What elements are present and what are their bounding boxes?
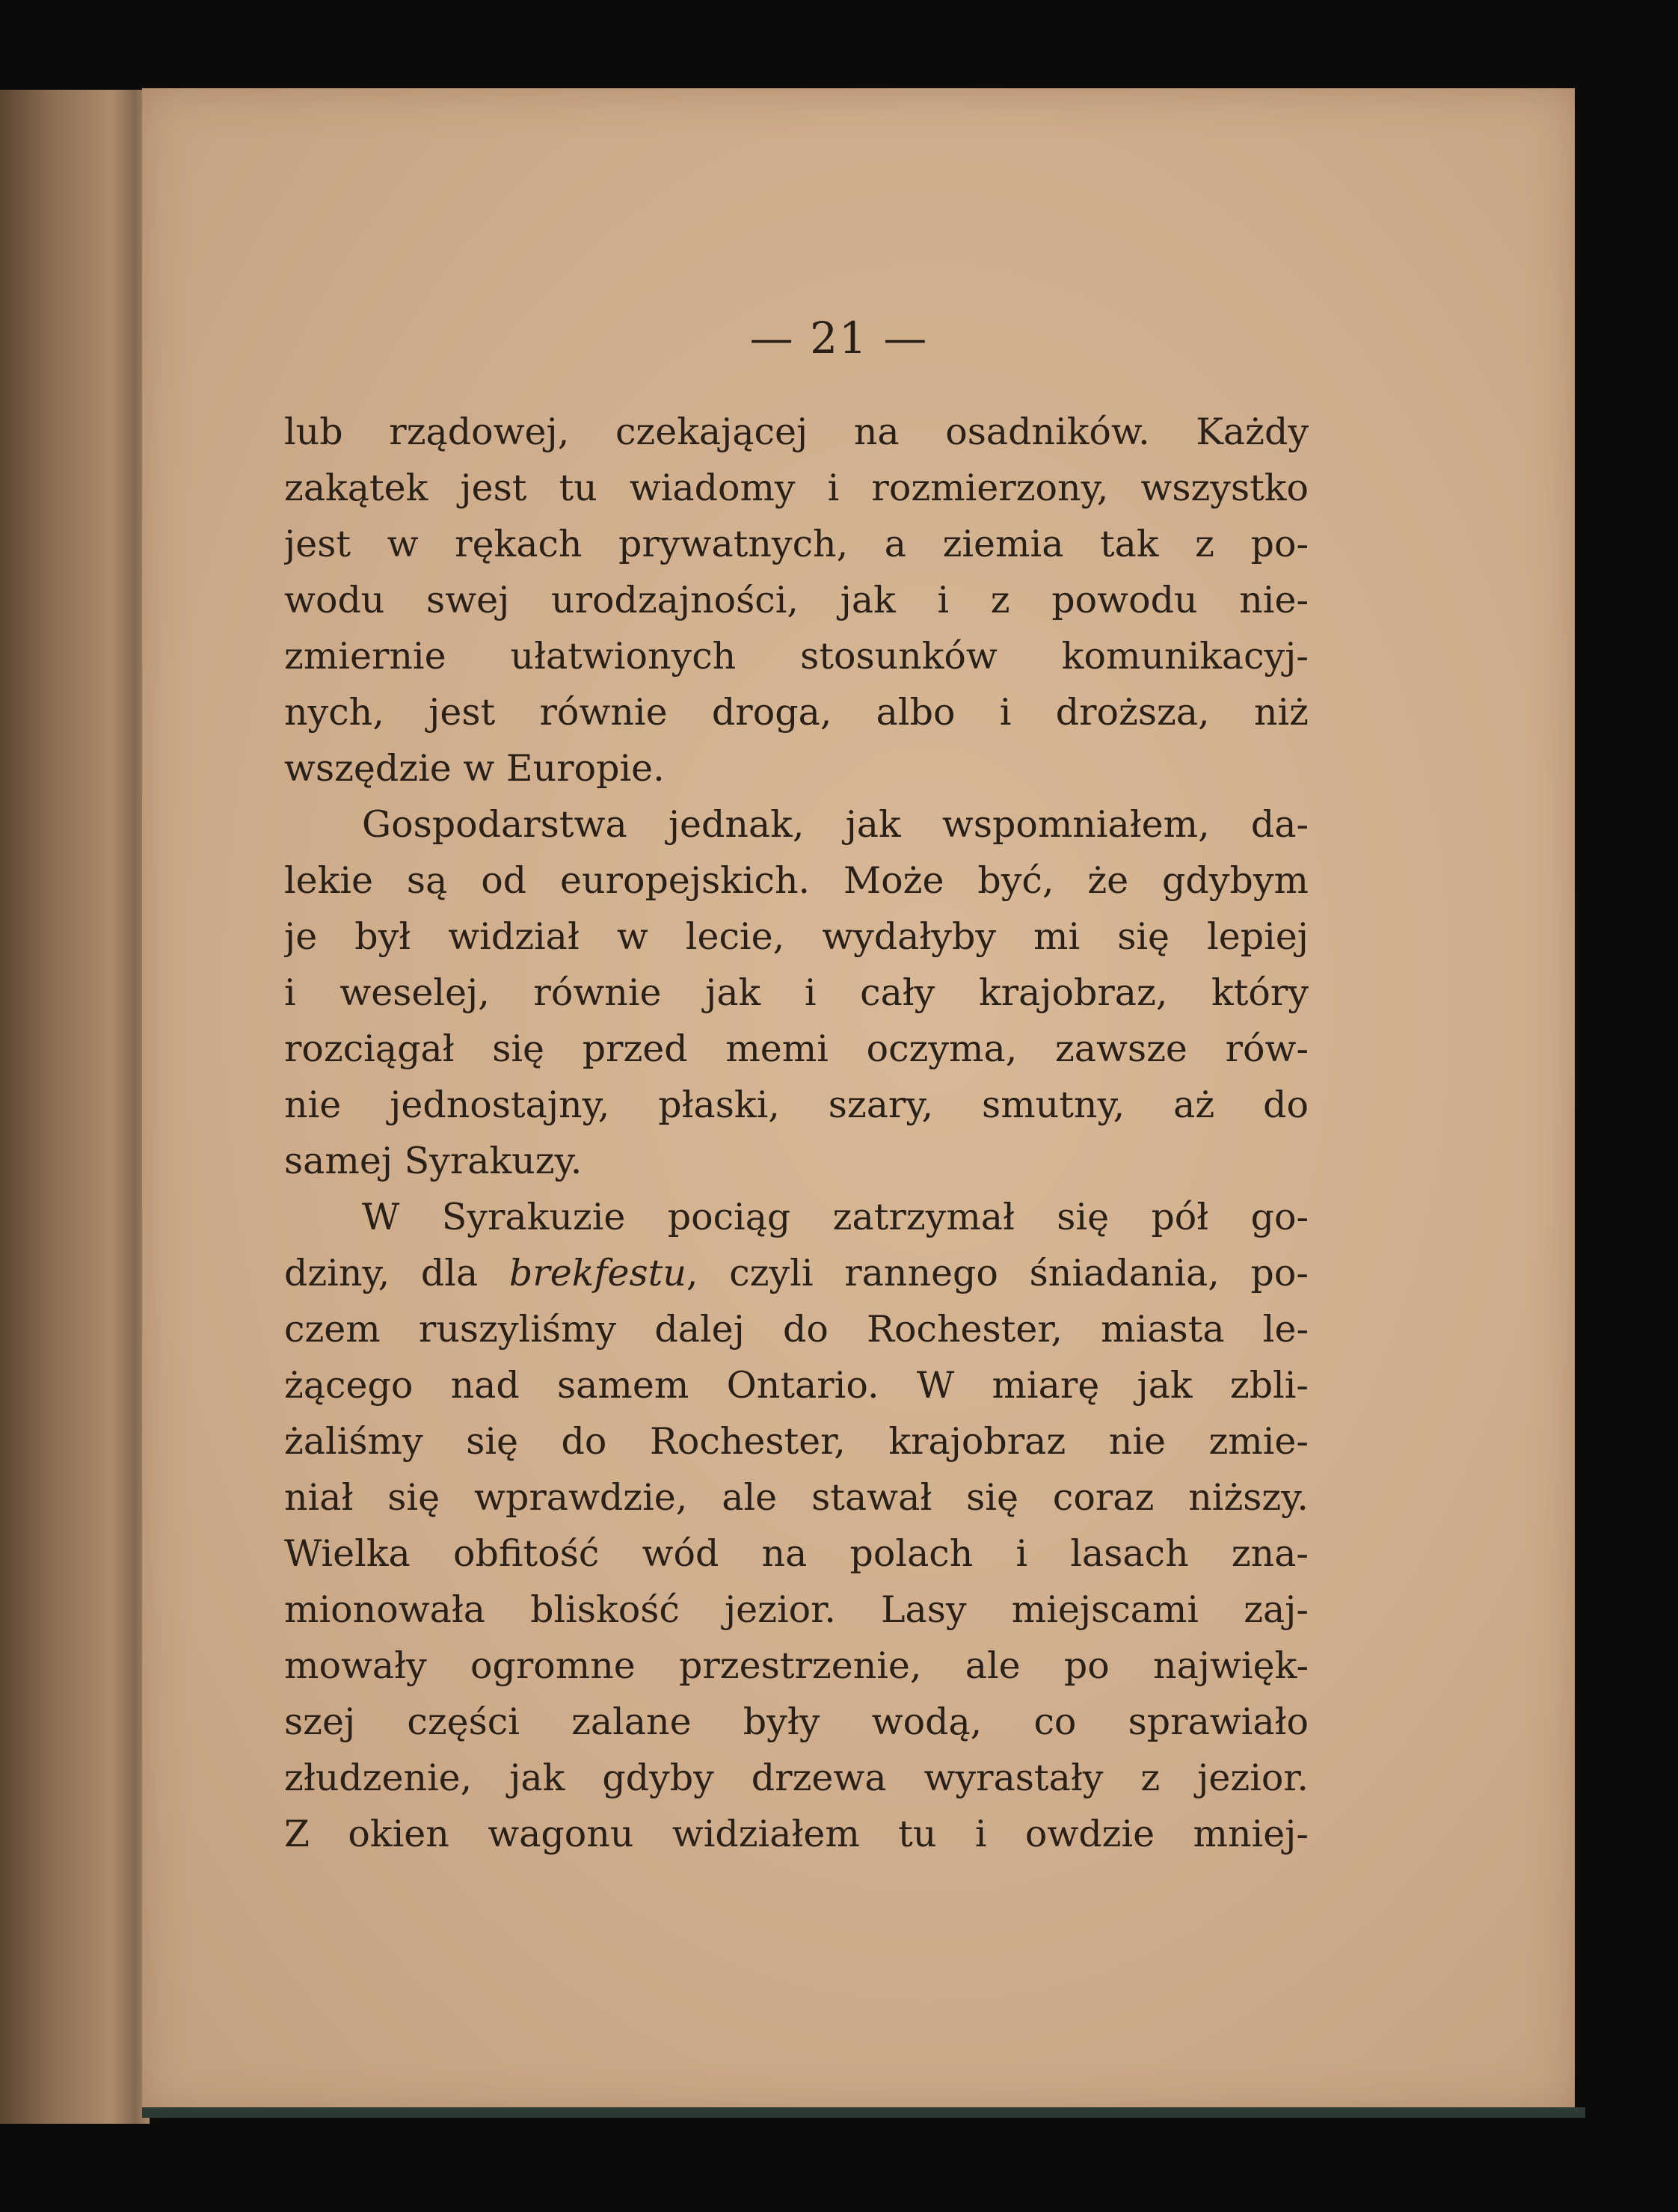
text-line: niał się wprawdzie, ale stawał się coraz niższy. [284,1476,1309,1519]
text-line: rozciągał się przed memi oczyma, zawsze rów- [284,1027,1309,1070]
text-line: lub rządowej, czekającej na osadników. Każdy [284,411,1309,453]
line-text: , czyli rannego śniadania, po- [686,1252,1309,1294]
text-line: wszędzie w Europie. [284,747,665,790]
text-line: jest w rękach prywatnych, a ziemia tak z po- [284,523,1309,565]
text-line: szej części zalane były wodą, co sprawiało [284,1701,1309,1743]
line-text: dziny, dla [284,1252,509,1294]
text-line: wodu swej urodzajności, jak i z powodu nie- [284,579,1309,621]
line-text: W Syrakuzie pociąg zatrzymał się pół go- [362,1196,1309,1238]
text-line: i weselej, równie jak i cały krajobraz, który [284,971,1309,1014]
text-line: lekie są od europejskich. Może być, że gdybym [284,859,1309,902]
text-line: zmiernie ułatwionych stosunków komunikacyj- [284,635,1309,678]
text-line: mowały ogromne przestrzenie, ale po najwięk- [284,1644,1309,1687]
text-line [284,1245,1309,1301]
page-bottom-edge [142,2107,1585,2118]
text-line: żaliśmy się do Rochester, krajobraz nie zmie- [284,1420,1309,1463]
text-line: nych, jest równie droga, albo i droższa, niż [284,691,1309,734]
paragraph-start [284,1189,1309,1245]
text-line: je był widział w lecie, wydałyby mi się lepiej [284,915,1309,958]
text-line: złudzenie, jak gdyby drzewa wyrastały z jezior. [284,1757,1309,1799]
text-line: zakątek jest tu wiadomy i rozmierzony, wszystko [284,467,1309,509]
paragraph-start: Gospodarstwa jednak, jak wspomniałem, da- [362,803,1309,846]
text-line: Wielka obfitość wód na polach i lasach zna- [284,1532,1309,1575]
italic-word: brekfestu [508,1252,686,1294]
page-number: — 21 — [749,313,929,363]
text-line: żącego nad samem Ontario. W miarę jak zbli- [284,1364,1309,1407]
text-line: Z okien wagonu widziałem tu i owdzie mniej- [284,1813,1309,1855]
body-text [284,404,1309,1862]
text-line: samej Syrakuzy. [284,1140,583,1182]
text-line: czem ruszyliśmy dalej do Rochester, miasta le- [284,1308,1309,1351]
text-line: nie jednostajny, płaski, szary, smutny, aż do [284,1084,1309,1126]
text-line: mionowała bliskość jezior. Lasy miejscami zaj- [284,1588,1309,1631]
